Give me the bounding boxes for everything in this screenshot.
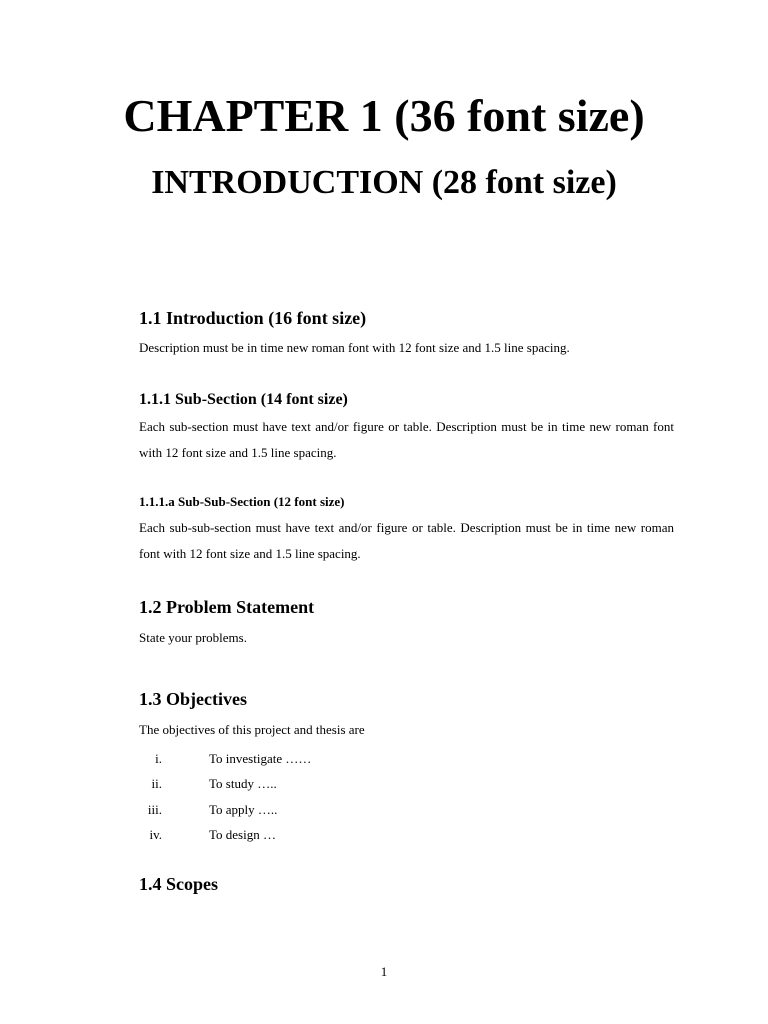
list-item-number: iii.	[147, 801, 162, 817]
list-item	[139, 822, 674, 847]
list-item	[139, 771, 674, 796]
objectives-list	[139, 746, 674, 847]
page-number: 1	[380, 964, 388, 979]
objectives-intro: The objectives of this project and thesis are	[139, 722, 365, 737]
section-heading-objectives: 1.3 Objectives	[139, 689, 247, 709]
list-item-text: To study …..	[209, 776, 277, 792]
list-item-number: i.	[155, 751, 162, 766]
subsubsection-heading: 1.1.1.a Sub-Sub-Section (12 font size)	[139, 494, 345, 509]
chapter-title: CHAPTER 1 (36 font size)	[123, 90, 645, 141]
list-item-text: To apply …..	[209, 801, 278, 817]
subsubsection-text: Each sub-sub-section must have text and/or figure or table. Description must be in time new roman font with 12 font size and 1.5 line spacing.	[139, 520, 674, 561]
subsection-heading: 1.1.1 Sub-Section (14 font size)	[139, 391, 348, 408]
list-item-number: iv.	[149, 826, 162, 842]
list-item-number: ii.	[151, 776, 162, 792]
chapter-subtitle: INTRODUCTION (28 font size)	[151, 164, 617, 201]
list-item	[139, 746, 674, 771]
list-item-text: To investigate ……	[209, 751, 312, 766]
list-item-text: To design …	[209, 826, 276, 842]
section-heading-scopes: 1.4 Scopes	[139, 874, 219, 894]
list-item	[139, 797, 674, 822]
section-heading-introduction: 1.1 Introduction (16 font size)	[139, 308, 367, 328]
subsection-text: Each sub-section must have text and/or figure or table. Description must be in time new roman font with 12 font size and 1.5 line spacing.	[139, 419, 674, 460]
section-heading-problem-statement: 1.2 Problem Statement	[139, 597, 315, 617]
section-text-introduction: Description must be in time new roman font with 12 font size and 1.5 line spacing.	[139, 340, 570, 355]
section-text-problem-statement: State your problems.	[139, 630, 247, 645]
